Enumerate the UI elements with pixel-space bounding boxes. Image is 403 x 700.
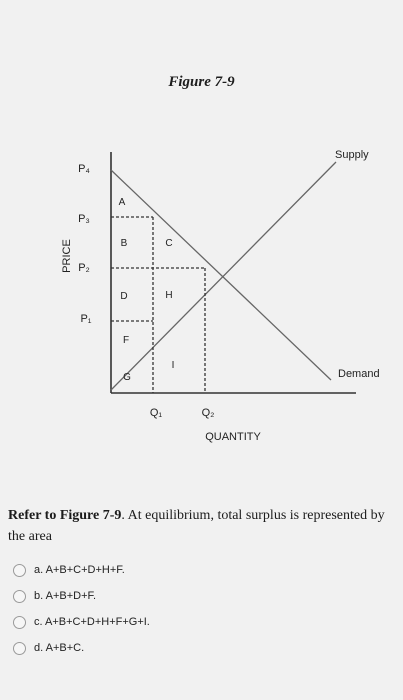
area-label-i: I bbox=[171, 360, 175, 371]
x-axis-label: QUANTITY bbox=[205, 431, 261, 443]
demand-label: Demand bbox=[338, 368, 380, 380]
radio-button-a[interactable] bbox=[13, 564, 26, 577]
question-text bbox=[8, 505, 388, 547]
answer-option-b-label: b. A+B+D+F. bbox=[34, 590, 97, 602]
price-label-p4: P₄ bbox=[78, 163, 90, 175]
supply-label: Supply bbox=[335, 149, 369, 161]
radio-button-b[interactable] bbox=[13, 590, 26, 603]
area-label-h: H bbox=[165, 290, 173, 301]
area-label-a: A bbox=[118, 197, 126, 208]
answer-option-a[interactable] bbox=[13, 560, 125, 580]
answer-option-a-label: a. A+B+C+D+H+F. bbox=[34, 564, 125, 576]
answer-option-b[interactable] bbox=[13, 586, 96, 606]
figure-title: Figure 7-9 bbox=[168, 74, 235, 90]
quantity-label-q2: Q₂ bbox=[201, 407, 215, 419]
radio-button-c[interactable] bbox=[13, 616, 26, 629]
quantity-label-q1: Q₁ bbox=[149, 407, 163, 419]
price-label-p1: P₁ bbox=[80, 313, 92, 325]
area-label-d: D bbox=[120, 291, 128, 302]
answer-option-c-label: c. A+B+C+D+H+F+G+I. bbox=[34, 616, 150, 628]
radio-button-d[interactable] bbox=[13, 642, 26, 655]
answer-option-c[interactable] bbox=[13, 612, 150, 632]
answer-option-d[interactable] bbox=[13, 638, 84, 658]
figure-reference: Refer to Figure 7-9 bbox=[8, 508, 122, 523]
demand-curve bbox=[111, 170, 331, 380]
y-axis-label: PRICE bbox=[61, 239, 73, 273]
price-label-p2: P₂ bbox=[78, 262, 90, 274]
area-label-b: B bbox=[120, 238, 128, 249]
question-body: . At equilibrium, total surplus is represented by the area bbox=[8, 508, 385, 544]
answer-option-d-label: d. A+B+C. bbox=[34, 642, 85, 654]
area-label-c: C bbox=[165, 238, 173, 249]
supply-curve bbox=[111, 162, 336, 390]
area-label-g: G bbox=[123, 372, 131, 383]
area-label-f: F bbox=[122, 335, 130, 346]
price-label-p3: P₃ bbox=[78, 213, 90, 225]
